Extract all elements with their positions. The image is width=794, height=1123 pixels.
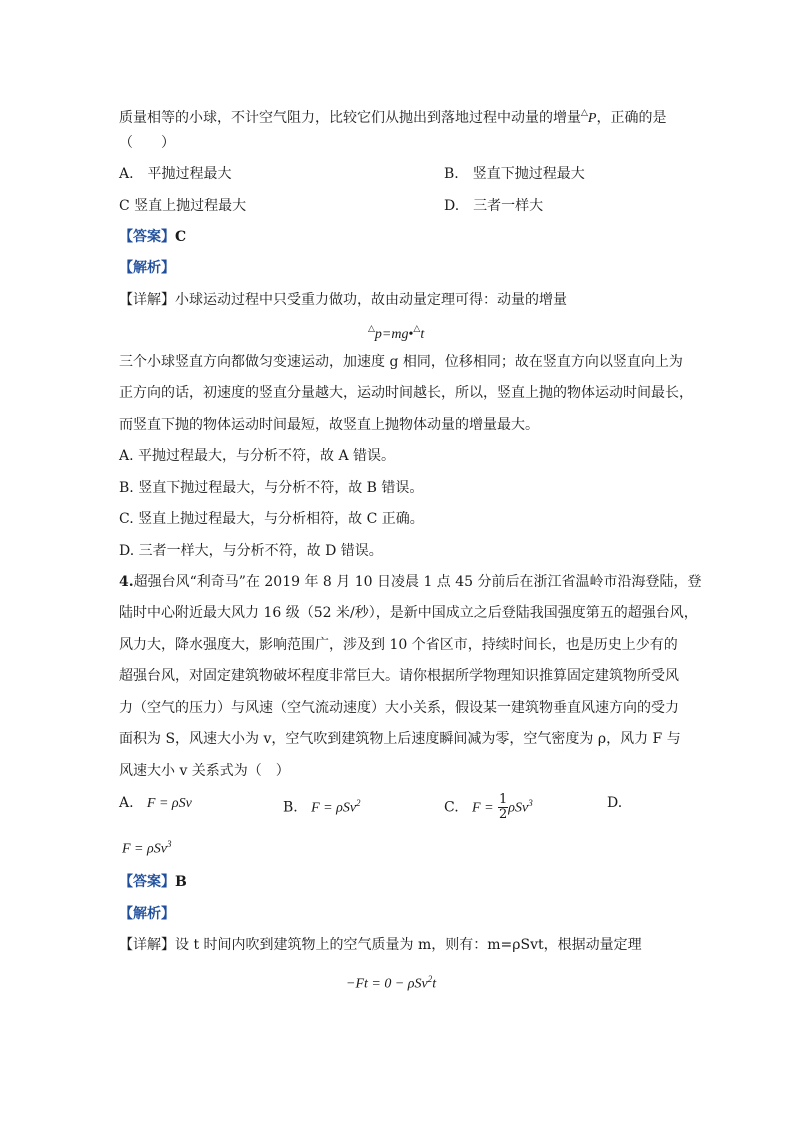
q4-number: 4. xyxy=(119,574,134,590)
q4-line3: 风力大，降水强度大，影响范围广，涉及到 10 个省区市，持续时间长，也是历史上少有的 xyxy=(119,637,678,653)
answer-value: B xyxy=(175,874,187,890)
answer-tag: 【答案】 xyxy=(119,874,175,890)
q3-stem-line1: 质量相等的小球，不计空气阻力，比较它们从抛出到落地过程中动量的增量△P，正确的是 xyxy=(119,107,667,126)
q4-analysis xyxy=(119,904,175,924)
answer-tag: 【答案】 xyxy=(119,229,175,245)
q4-option-a: A. F = ρSv xyxy=(119,795,192,811)
q3-conclusion-d: D. 三者一样大，与分析不符，故 D 错误。 xyxy=(119,543,383,559)
q3-option-d: D. 三者一样大 xyxy=(444,198,544,214)
q4-line4: 超强台风，对固定建筑物破坏程度非常巨大。请你根据所学物理知识推算固定建筑物所受风 xyxy=(119,668,679,684)
q3-option-b: B. 竖直下抛过程最大 xyxy=(444,166,585,182)
q3-paren: （ ） xyxy=(119,135,175,151)
q4-line5: 力（空气的压力）与风速（空气流动速度）大小关系，假设某一建筑物垂直风速方向的受力 xyxy=(119,700,679,716)
answer-value: C xyxy=(175,229,187,245)
q4-detail: 【详解】设 t 时间内吹到建筑物上的空气质量为 m，则有：m=ρSvt，根据动量定理 xyxy=(119,937,642,953)
q3-para1-line1: 三个小球竖直方向都做匀变速运动，加速度 g 相同，位移相同；故在竖直方向以竖直向上为 xyxy=(119,354,683,370)
fraction-one-half: $\frac{1}{2}$ xyxy=(498,792,508,823)
detail-tag: 【详解】 xyxy=(119,937,175,953)
q3-formula: △p=mg•△t xyxy=(368,323,425,342)
detail-tag: 【详解】 xyxy=(119,292,175,308)
q3-conclusion-b: B. 竖直下抛过程最大，与分析不符，故 B 错误。 xyxy=(119,480,424,496)
q4-option-c: C. F = $\frac{1}{2}$ ρSv$^3$ xyxy=(444,792,533,823)
q4-option-b: B. F = ρSv$^2$ xyxy=(283,798,361,816)
analysis-tag: 【解析】 xyxy=(119,906,175,922)
q4-line2: 陆时中心附近最大风力 16 级（52 米/秒），是新中国成立之后登陆我国强度第五的超强台风， xyxy=(119,605,698,621)
delta-symbol: △ xyxy=(581,107,588,117)
q4-equation: −Ft = 0 − ρSv$^2$t xyxy=(346,974,437,992)
q3-para1-line3: 而竖直下抛的物体运动时间最短，故竖直上抛物体动量的增量最大。 xyxy=(119,417,539,433)
q4-answer xyxy=(119,872,187,892)
p-symbol: P xyxy=(587,111,597,126)
q4-line6: 面积为 S，风速大小为 v，空气吹到建筑物上后速度瞬间减为零，空气密度为 ρ，风力 F 与 xyxy=(119,731,681,747)
q4-option-d-formula: F = ρSv$^3$ xyxy=(122,839,172,857)
q4-option-d-label: D. xyxy=(607,795,623,811)
q3-option-c: C 竖直上抛过程最大 xyxy=(119,198,247,214)
q3-analysis xyxy=(119,258,175,278)
q4-line1: 4.超强台风“利奇马”在 2019 年 8 月 10 日凌晨 1 点 45 分前后在浙江省温岭市沿海登陆，登 xyxy=(119,574,702,590)
analysis-tag: 【解析】 xyxy=(119,260,175,276)
q3-answer xyxy=(119,227,186,247)
q3-para1-line2: 正方向的话，初速度的竖直分量越大，运动时间越长，所以，竖直上抛的物体运动时间最长， xyxy=(119,385,693,401)
q3-detail: 【详解】小球运动过程中只受重力做功，故由动量定理可得：动量的增量 xyxy=(119,292,567,308)
q4-line7: 风速大小 v 关系式为（ ） xyxy=(119,763,290,779)
q3-option-a: A. 平抛过程最大 xyxy=(119,166,232,182)
q3-conclusion-c: C. 竖直上抛过程最大，与分析相符，故 C 正确。 xyxy=(119,511,424,527)
q3-conclusion-a: A. 平抛过程最大，与分析不符，故 A 错误。 xyxy=(119,448,396,464)
